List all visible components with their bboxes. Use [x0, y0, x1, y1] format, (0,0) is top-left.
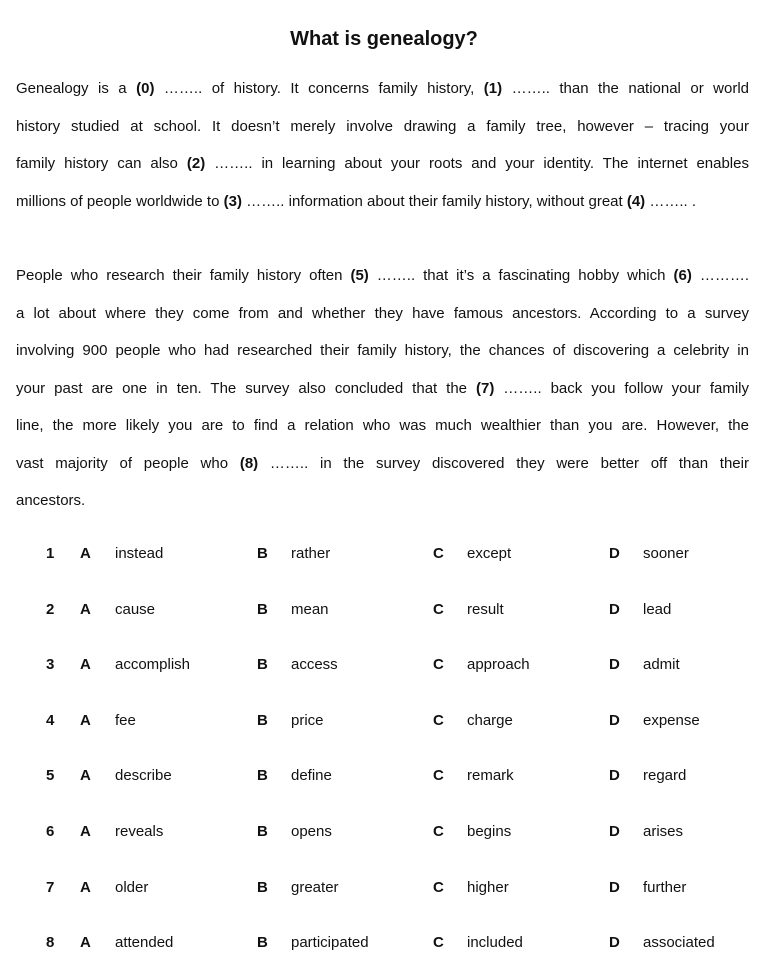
option-letter-b: B — [257, 711, 268, 729]
question-row — [0, 535, 768, 591]
page-title: What is genealogy? — [290, 28, 478, 50]
text-segment: vast majority of people who — [16, 454, 240, 472]
text-segment: ancestors. — [16, 492, 86, 509]
answer-options-table — [0, 535, 768, 980]
option-letter-d: D — [609, 600, 620, 618]
option-b: access — [291, 656, 338, 674]
paragraph-line — [16, 370, 749, 408]
question-number: 8 — [46, 934, 55, 952]
gap-number: (6) — [673, 267, 692, 284]
question-row — [0, 813, 768, 869]
question-row — [0, 646, 768, 702]
option-a: older — [115, 878, 149, 896]
option-b: greater — [291, 878, 339, 896]
gap-number: (3) — [223, 192, 242, 210]
text-segment: millions of people worldwide to — [16, 192, 224, 210]
gap-number: (0) — [136, 80, 155, 97]
option-c: included — [467, 934, 523, 952]
question-number: 3 — [46, 656, 55, 674]
question-row — [0, 702, 768, 758]
text-segment: …….. . — [645, 192, 697, 210]
gap-number: (2) — [186, 155, 206, 172]
option-b: participated — [291, 934, 369, 952]
paragraph-line — [16, 108, 749, 146]
option-d: admit — [643, 656, 680, 674]
option-letter-d: D — [609, 878, 620, 896]
option-d: sooner — [643, 545, 689, 562]
option-letter-a: A — [80, 934, 91, 952]
paragraph-line — [16, 332, 749, 370]
text-segment: involving 900 people who had researched their family history, the chances of discovering a celebrity in — [16, 342, 749, 359]
option-letter-b: B — [257, 600, 268, 618]
text-segment: line, the more likely you are to find a relation who was much wealthier than you are. However, the — [16, 417, 749, 434]
paragraph-2 — [16, 257, 749, 520]
paragraph-1 — [16, 70, 749, 220]
question-number: 7 — [46, 878, 55, 896]
question-number: 6 — [46, 822, 55, 840]
option-letter-b: B — [257, 767, 268, 785]
text-segment: family history can also — [16, 155, 187, 172]
option-b: rather — [291, 545, 331, 562]
question-row — [0, 869, 768, 925]
option-c: higher — [467, 878, 509, 896]
option-letter-c: C — [433, 767, 444, 785]
gap-number: (8) — [239, 454, 259, 472]
question-number: 5 — [46, 767, 55, 785]
option-letter-c: C — [433, 822, 444, 840]
option-a: instead — [115, 545, 164, 562]
option-letter-c: C — [433, 600, 444, 618]
option-letter-d: D — [609, 656, 620, 674]
text-segment: a lot about where they come from and whether they have famous ancestors. According to a survey — [16, 304, 749, 322]
option-a: fee — [115, 711, 136, 729]
option-letter-d: D — [609, 711, 620, 729]
option-c: approach — [467, 656, 530, 674]
text-segment: …….. of history. It concerns family history, — [154, 80, 484, 97]
option-letter-a: A — [80, 878, 91, 896]
option-b: price — [291, 711, 324, 729]
option-d: expense — [643, 711, 700, 729]
text-segment: …….. back you follow your family — [494, 379, 749, 397]
option-letter-a: A — [80, 767, 91, 785]
text-segment: Genealogy is a — [16, 80, 137, 97]
gap-number: (5) — [350, 267, 369, 284]
option-d: lead — [643, 600, 672, 618]
option-b: mean — [291, 600, 329, 618]
question-row — [0, 924, 768, 980]
text-segment: …….. that it’s a fascinating hobby which — [368, 267, 674, 284]
text-segment: …….. in the survey discovered they were better off than their — [258, 454, 749, 472]
question-number: 1 — [46, 545, 55, 562]
question-row — [0, 757, 768, 813]
option-c: charge — [467, 711, 513, 729]
option-a: cause — [115, 600, 156, 618]
option-letter-a: A — [80, 545, 91, 562]
paragraph-line — [16, 145, 749, 183]
paragraph-line — [16, 445, 749, 483]
option-letter-b: B — [257, 656, 268, 674]
option-letter-d: D — [609, 767, 620, 785]
option-letter-a: A — [80, 600, 91, 618]
option-c: except — [467, 545, 512, 562]
option-letter-b: B — [257, 822, 268, 840]
option-letter-c: C — [433, 878, 444, 896]
option-letter-b: B — [257, 545, 268, 562]
paragraph-line — [16, 257, 749, 295]
option-letter-a: A — [80, 656, 91, 674]
text-segment: history studied at school. It doesn’t merely involve drawing a family tree, however – tracing your — [16, 117, 749, 135]
option-d: associated — [643, 934, 715, 952]
paragraph-line — [16, 407, 749, 445]
option-letter-a: A — [80, 822, 91, 840]
option-c: result — [467, 600, 504, 618]
option-letter-c: C — [433, 656, 444, 674]
option-a: reveals — [115, 822, 164, 840]
text-segment: …….. than the national or world — [502, 80, 749, 97]
paragraph-line — [16, 70, 749, 108]
option-letter-d: D — [609, 545, 620, 562]
gap-number: (1) — [483, 80, 503, 97]
option-letter-c: C — [433, 934, 444, 952]
question-number: 4 — [46, 711, 55, 729]
option-c: remark — [467, 767, 514, 785]
text-segment: …….. information about their family history, without great — [241, 192, 627, 210]
option-a: accomplish — [115, 656, 191, 674]
option-d: arises — [643, 822, 684, 840]
option-d: regard — [643, 767, 687, 785]
option-letter-b: B — [257, 878, 268, 896]
gap-number: (4) — [626, 192, 646, 210]
text-segment: People who research their family history often — [16, 267, 351, 284]
question-row — [0, 591, 768, 647]
option-a: describe — [115, 767, 172, 785]
option-letter-b: B — [257, 934, 268, 952]
option-letter-c: C — [433, 711, 444, 729]
text-segment: ………. — [691, 267, 749, 284]
question-number: 2 — [46, 600, 55, 618]
option-letter-c: C — [433, 545, 444, 562]
option-letter-d: D — [609, 934, 620, 952]
text-segment: …….. in learning about your roots and your identity. The internet enables — [205, 155, 749, 172]
text-segment: your past are one in ten. The survey also concluded that the — [16, 379, 476, 397]
option-a: attended — [115, 934, 174, 952]
option-letter-a: A — [80, 711, 91, 729]
paragraph-line — [16, 482, 749, 520]
option-d: further — [643, 878, 687, 896]
option-letter-d: D — [609, 822, 620, 840]
paragraph-line — [16, 183, 749, 221]
gap-number: (7) — [475, 379, 495, 397]
paragraph-line — [16, 295, 749, 333]
option-b: opens — [291, 822, 332, 840]
option-c: begins — [467, 822, 512, 840]
option-b: define — [291, 767, 332, 785]
